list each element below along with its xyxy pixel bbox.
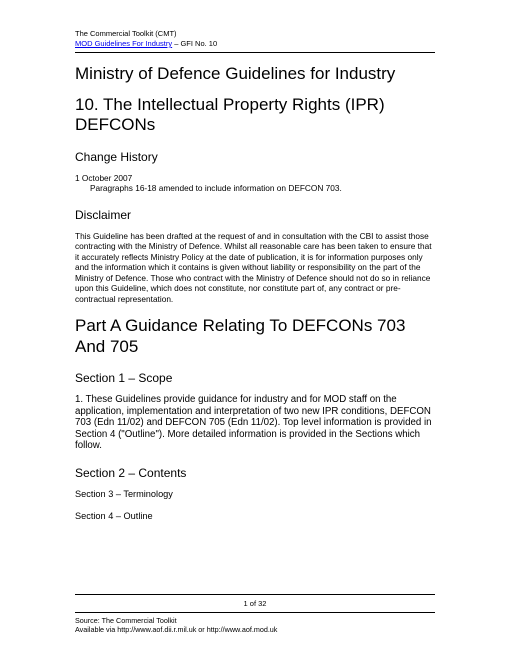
document-body xyxy=(75,64,435,522)
header-divider xyxy=(75,52,435,53)
header-toolkit-title: The Commercial Toolkit (CMT) xyxy=(75,29,177,38)
document-title: Ministry of Defence Guidelines for Industry xyxy=(75,64,396,83)
header-suffix: – GFI No. 10 xyxy=(172,39,218,48)
part-a-heading: Part A Guidance Relating To DEFCONs 703 And 705 xyxy=(75,316,406,356)
section2-heading: Section 2 – Contents xyxy=(75,465,187,480)
section1-text: 1. These Guidelines provide guidance for industry and for MOD staff on the application, implementation and interpretation of two new IPR conditions, DEFCON 703 (Edn 11/02) and DEFCON 705 (Edn 11/02). Top level information is provided in Section 4 ("Outline"). More detailed information is provided in the Sections which follow. xyxy=(75,394,432,451)
footer-divider xyxy=(75,594,435,595)
header-breadcrumb xyxy=(75,39,217,49)
page-footer xyxy=(75,616,277,634)
footer-source: Source: The Commercial Toolkit xyxy=(75,616,177,625)
contents-item: Section 4 – Outline xyxy=(75,510,153,521)
change-history-heading: Change History xyxy=(75,149,158,164)
guidelines-link[interactable]: MOD Guidelines For Industry xyxy=(75,39,173,48)
footer-available: Available via http://www.aof.dii.r.mil.uk or http://www.aof.mod.uk xyxy=(75,625,278,634)
change-date: 1 October 2007 xyxy=(75,172,133,183)
section1-heading: Section 1 – Scope xyxy=(75,371,173,385)
footer-divider xyxy=(75,612,435,613)
disclaimer-text: This Guideline has been drafted at the request of and in consultation with the CBI to assist those contracting with the Ministry of Defence. Whilst all reasonable care has been taken to ensure that it accurately reflects Ministry Policy at the date of publication, it is for information purposes only and the information which it contains is given without liability or responsibility on the part of the Ministry of Defence. Those who contract with the Ministry of Defence should not do so in reliance upon this Guideline, which does not constitute, nor constitute part of, any contract or pre-contractual representation. xyxy=(75,230,432,304)
page-number: 1 of 32 xyxy=(243,599,267,608)
contents-item: Section 3 – Terminology xyxy=(75,488,173,499)
document-subtitle: 10. The Intellectual Property Rights (IPR) DEFCONs xyxy=(75,94,385,134)
page-header xyxy=(75,29,217,49)
change-note: Paragraphs 16-18 amended to include information on DEFCON 703. xyxy=(90,183,342,193)
disclaimer-heading: Disclaimer xyxy=(75,207,132,222)
